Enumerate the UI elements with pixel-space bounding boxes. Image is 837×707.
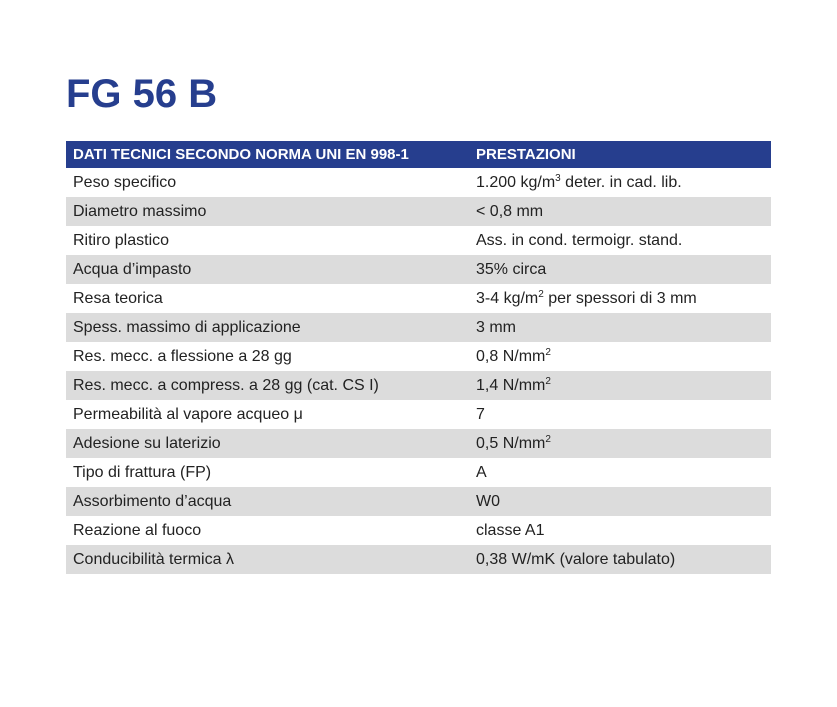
row-value bbox=[469, 429, 771, 458]
row-label: Permeabilità al vapore acqueo μ bbox=[66, 400, 469, 429]
value-text: 1,4 N/mm bbox=[476, 376, 546, 394]
row-value bbox=[469, 458, 771, 487]
value-text: 3 mm bbox=[476, 318, 516, 336]
row-label: Acqua d’impasto bbox=[66, 255, 469, 284]
table-row bbox=[66, 197, 771, 226]
value-suffix: deter. in cad. lib. bbox=[560, 173, 682, 191]
row-label: Diametro massimo bbox=[66, 197, 469, 226]
table-row bbox=[66, 516, 771, 545]
header-property: DATI TECNICI SECONDO NORMA UNI EN 998-1 bbox=[66, 141, 469, 168]
row-value bbox=[469, 313, 771, 342]
table-row bbox=[66, 342, 771, 371]
table-row bbox=[66, 371, 771, 400]
row-value bbox=[469, 226, 771, 255]
value-text: classe A1 bbox=[476, 521, 545, 539]
row-label: Conducibilità termica λ bbox=[66, 545, 469, 574]
table-row bbox=[66, 545, 771, 574]
value-text: 35% circa bbox=[476, 260, 547, 278]
row-label: Adesione su laterizio bbox=[66, 429, 469, 458]
value-text: 3-4 kg/m bbox=[476, 289, 539, 307]
value-superscript: 2 bbox=[545, 346, 551, 358]
value-text: W0 bbox=[476, 492, 500, 510]
table-row bbox=[66, 255, 771, 284]
row-value bbox=[469, 400, 771, 429]
row-value bbox=[469, 516, 771, 545]
table-row bbox=[66, 168, 771, 197]
header-performance: PRESTAZIONI bbox=[469, 141, 771, 168]
row-label: Tipo di frattura (FP) bbox=[66, 458, 469, 487]
value-text: 0,38 W/mK (valore tabulato) bbox=[476, 550, 676, 568]
table-row bbox=[66, 313, 771, 342]
row-label: Peso specifico bbox=[66, 168, 469, 197]
value-text: 1.200 kg/m bbox=[476, 173, 556, 191]
row-label: Ritiro plastico bbox=[66, 226, 469, 255]
value-text: A bbox=[476, 463, 487, 481]
row-value bbox=[469, 342, 771, 371]
value-text: 0,8 N/mm bbox=[476, 347, 546, 365]
row-label: Spess. massimo di applicazione bbox=[66, 313, 469, 342]
value-superscript: 2 bbox=[538, 288, 544, 300]
value-text: Ass. in cond. termoigr. stand. bbox=[476, 231, 683, 249]
row-value bbox=[469, 545, 771, 574]
value-superscript: 2 bbox=[545, 375, 551, 387]
row-label: Assorbimento d’acqua bbox=[66, 487, 469, 516]
table-row bbox=[66, 226, 771, 255]
row-label: Reazione al fuoco bbox=[66, 516, 469, 545]
value-superscript: 3 bbox=[555, 172, 561, 184]
row-value bbox=[469, 255, 771, 284]
row-label: Res. mecc. a flessione a 28 gg bbox=[66, 342, 469, 371]
value-text: 0,5 N/mm bbox=[476, 434, 546, 452]
value-text: < 0,8 mm bbox=[476, 202, 544, 220]
table-row bbox=[66, 400, 771, 429]
row-value bbox=[469, 371, 771, 400]
technical-data-table bbox=[66, 141, 771, 574]
table-header-row bbox=[66, 141, 771, 168]
row-value bbox=[469, 197, 771, 226]
page-title: FG 56 B bbox=[66, 72, 218, 116]
table-row bbox=[66, 458, 771, 487]
row-value bbox=[469, 168, 771, 197]
table-row bbox=[66, 487, 771, 516]
table-row bbox=[66, 284, 771, 313]
value-text: 7 bbox=[476, 405, 485, 423]
value-superscript: 2 bbox=[545, 433, 551, 445]
row-value bbox=[469, 487, 771, 516]
table-row bbox=[66, 429, 771, 458]
row-label: Res. mecc. a compress. a 28 gg (cat. CS I) bbox=[66, 371, 469, 400]
value-suffix: per spessori di 3 mm bbox=[543, 289, 697, 307]
row-value bbox=[469, 284, 771, 313]
table-body bbox=[66, 168, 771, 574]
row-label: Resa teorica bbox=[66, 284, 469, 313]
